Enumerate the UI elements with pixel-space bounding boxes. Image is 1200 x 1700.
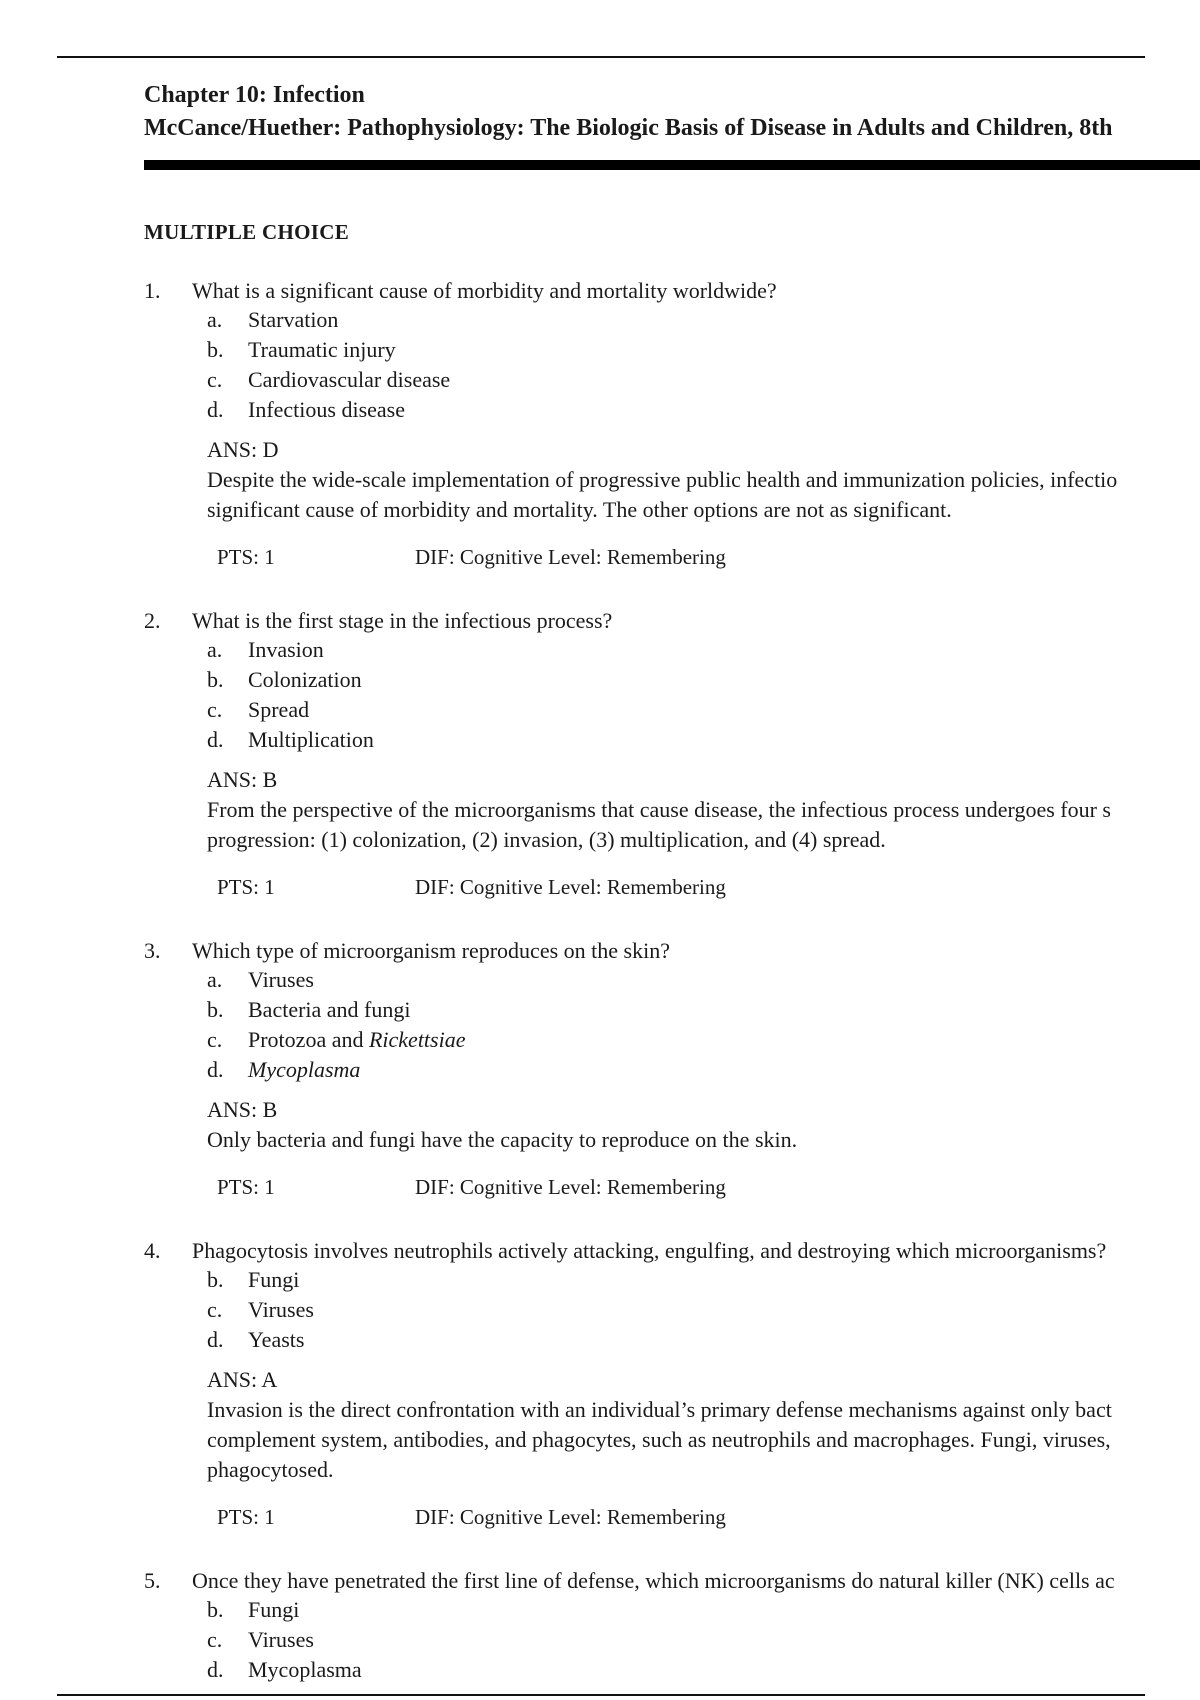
option-d (207, 1055, 1200, 1085)
option-letter: a. (207, 307, 223, 332)
rationale-line: significant cause of morbidity and mortality. The other options are not as significant. (207, 497, 952, 522)
option-letter: c. (207, 1297, 223, 1322)
question-2 (144, 606, 1200, 903)
option-list (207, 965, 1200, 1085)
option-letter: b. (207, 1267, 224, 1292)
difficulty: DIF: Cognitive Level: Remembering (415, 1175, 726, 1199)
rationale-line: Invasion is the direct confrontation with an individual’s primary defense mechanisms against only bact (207, 1397, 1112, 1422)
option-text: Viruses (248, 967, 314, 992)
option-b (207, 995, 1200, 1025)
rationale (207, 465, 1200, 525)
option-list (207, 635, 1200, 755)
question-1 (144, 276, 1200, 573)
option-c (207, 1025, 1200, 1055)
option-letter: d. (207, 397, 224, 422)
top-rule (57, 56, 1145, 58)
option-letter: b. (207, 1597, 224, 1622)
option-d (207, 725, 1200, 755)
option-d (207, 1655, 1200, 1685)
option-b (207, 1265, 1200, 1295)
points: PTS: 1 (217, 545, 275, 569)
difficulty: DIF: Cognitive Level: Remembering (415, 545, 726, 569)
question-5 (144, 1566, 1200, 1685)
rationale-line: Despite the wide-scale implementation of progressive public health and immunization policies, infectio (207, 467, 1118, 492)
option-text: Spread (248, 697, 310, 722)
question-meta (217, 1503, 1200, 1533)
option-letter: d. (207, 1657, 224, 1682)
points: PTS: 1 (217, 1505, 275, 1529)
question-text: What is a significant cause of morbidity and mortality worldwide? (192, 278, 777, 303)
question-text: What is the first stage in the infectious process? (192, 608, 613, 633)
option-text: Invasion (248, 637, 324, 662)
option-text: Fungi (248, 1267, 300, 1292)
option-text: Infectious disease (248, 397, 405, 422)
question-meta (217, 543, 1200, 573)
question-number: 4. (144, 1238, 161, 1263)
difficulty: DIF: Cognitive Level: Remembering (415, 875, 726, 899)
option-text: Starvation (248, 307, 339, 332)
rationale (207, 1395, 1200, 1485)
option-text: Bacteria and fungi (248, 997, 411, 1022)
option-text-plain: Protozoa and (248, 1027, 369, 1052)
question-text: Phagocytosis involves neutrophils actively attacking, engulfing, and destroying which microorganisms? (192, 1238, 1107, 1263)
rationale-line: From the perspective of the microorganisms that cause disease, the infectious process undergoes four s (207, 797, 1111, 822)
option-letter: b. (207, 667, 224, 692)
rationale (207, 1125, 1200, 1155)
option-text: Traumatic injury (248, 337, 396, 362)
chapter-title: Chapter 10: Infection (144, 82, 365, 108)
option-a (207, 965, 1200, 995)
option-c (207, 365, 1200, 395)
book-title: McCance/Huether: Pathophysiology: The Biologic Basis of Disease in Adults and Children, 8th (144, 115, 1113, 141)
question-number: 1. (144, 278, 161, 303)
rationale-line: progression: (1) colonization, (2) invasion, (3) multiplication, and (4) spread. (207, 827, 886, 852)
answer-key: ANS: B (207, 1097, 278, 1122)
option-text: Viruses (248, 1627, 314, 1652)
question-number: 5. (144, 1568, 161, 1593)
option-text: Multiplication (248, 727, 374, 752)
option-c (207, 1295, 1200, 1325)
answer-key: ANS: A (207, 1367, 278, 1392)
rationale-line: Only bacteria and fungi have the capacity to reproduce on the skin. (207, 1127, 798, 1152)
option-d (207, 1325, 1200, 1355)
bottom-rule (57, 1694, 1145, 1696)
section-heading: MULTIPLE CHOICE (144, 220, 350, 244)
question-text: Once they have penetrated the first line of defense, which microorganisms do natural killer (NK) cells ac (192, 1568, 1115, 1593)
question-4 (144, 1236, 1200, 1533)
option-b (207, 1595, 1200, 1625)
rationale (207, 795, 1200, 855)
option-a (207, 635, 1200, 665)
answer-key: ANS: B (207, 767, 278, 792)
document-header (144, 80, 1200, 144)
option-text: Fungi (248, 1597, 300, 1622)
question-number: 2. (144, 608, 161, 633)
option-list (207, 1595, 1200, 1685)
option-a (207, 305, 1200, 335)
option-letter: b. (207, 997, 224, 1022)
option-letter: d. (207, 727, 224, 752)
points: PTS: 1 (217, 875, 275, 899)
option-letter: a. (207, 637, 223, 662)
question-meta (217, 873, 1200, 903)
option-text (248, 1025, 465, 1054)
difficulty: DIF: Cognitive Level: Remembering (415, 1505, 726, 1529)
option-text: Mycoplasma (248, 1057, 361, 1082)
question-number: 3. (144, 938, 161, 963)
question-3 (144, 936, 1200, 1203)
rationale-line: complement system, antibodies, and phagocytes, such as neutrophils and macrophages. Fungi, viruses, (207, 1427, 1111, 1452)
question-text: Which type of microorganism reproduces on the skin? (192, 938, 670, 963)
answer-key: ANS: D (207, 437, 279, 462)
option-list (207, 1265, 1200, 1355)
option-letter: d. (207, 1057, 224, 1082)
option-letter: c. (207, 697, 223, 722)
rationale-line: phagocytosed. (207, 1457, 334, 1482)
option-letter: c. (207, 1027, 223, 1052)
points: PTS: 1 (217, 1175, 275, 1199)
option-letter: c. (207, 1627, 223, 1652)
option-letter: d. (207, 1327, 224, 1352)
option-letter: b. (207, 337, 224, 362)
header-divider (144, 160, 1200, 170)
question-meta (217, 1173, 1200, 1203)
option-letter: a. (207, 967, 223, 992)
option-text: Mycoplasma (248, 1657, 362, 1682)
option-text: Yeasts (248, 1327, 305, 1352)
option-b (207, 335, 1200, 365)
option-d (207, 395, 1200, 425)
option-b (207, 665, 1200, 695)
option-text-italic: Rickettsiae (368, 1027, 466, 1052)
option-c (207, 1625, 1200, 1655)
option-letter: c. (207, 367, 223, 392)
option-text: Viruses (248, 1297, 314, 1322)
option-c (207, 695, 1200, 725)
option-text: Cardiovascular disease (248, 367, 451, 392)
option-list (207, 305, 1200, 425)
option-text: Colonization (248, 667, 362, 692)
